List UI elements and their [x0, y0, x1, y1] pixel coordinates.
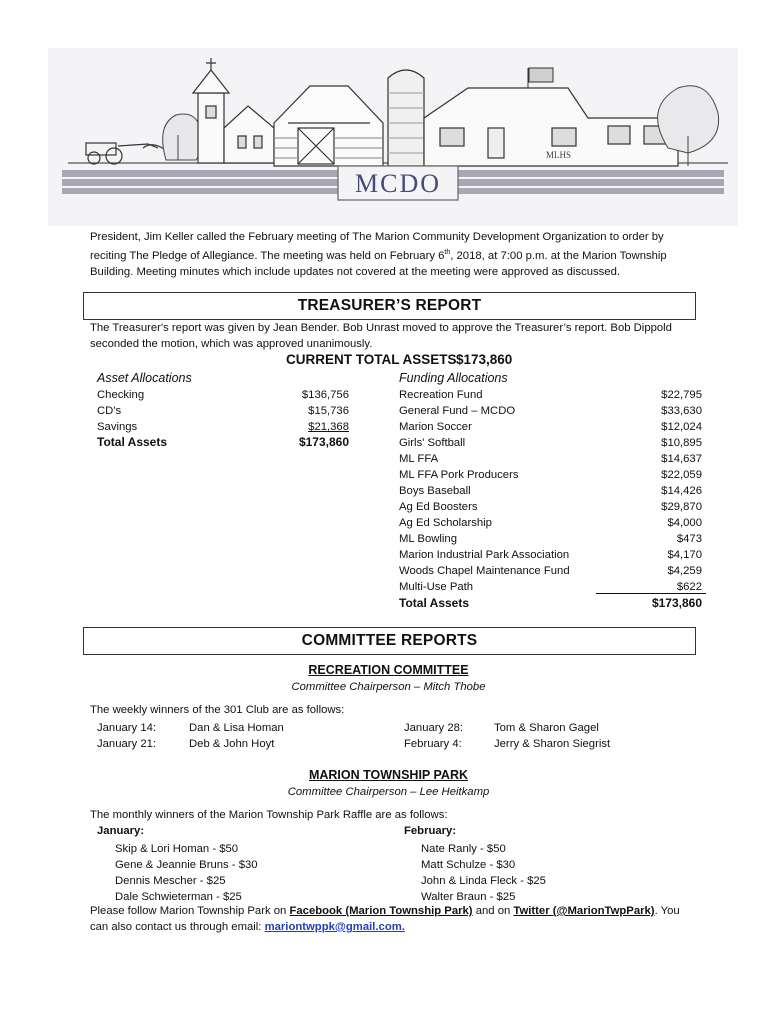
email-link[interactable]: mariontwppk@gmail.com. — [264, 921, 405, 933]
winner-row-value: Tom & Sharon Gagel — [494, 722, 599, 734]
asset-total-value: $173,860 — [298, 435, 349, 449]
recreation-committee-chair: Committee Chairperson – Mitch Thobe — [291, 681, 486, 693]
asset-row — [97, 403, 349, 419]
raffle-winner — [421, 857, 546, 873]
winner-row — [97, 736, 377, 752]
asset-total-label: Total Assets — [97, 435, 168, 449]
asset-allocations-heading: Asset Allocations — [97, 371, 192, 385]
facebook-link[interactable]: Facebook (Marion Township Park) — [289, 905, 473, 917]
asset-row-label: CD's — [97, 405, 122, 417]
raffle-winner-label: Dale Schwieterman - $25 — [115, 891, 242, 903]
raffle-winner — [115, 889, 258, 905]
asset-row-value: $136,756 — [301, 389, 349, 401]
raffle-winner-label: Walter Braun - $25 — [421, 891, 516, 903]
fund-row-value: $33,630 — [661, 405, 702, 417]
raffle-winner-label: Skip & Lori Homan - $50 — [115, 843, 239, 855]
fund-row-value: $12,024 — [661, 421, 702, 433]
park-follow-line2: can also contact us through email: mariontwppk@gmail.com. — [90, 921, 405, 933]
winner-row — [404, 736, 684, 752]
park-january-list — [115, 841, 258, 905]
current-total-assets-label: CURRENT TOTAL ASSETS — [286, 352, 457, 367]
asset-row-label: Savings — [97, 421, 138, 433]
fund-row-value: $622 — [676, 581, 702, 593]
asset-allocations-list — [97, 387, 349, 435]
fund-row — [399, 515, 702, 531]
asset-row — [97, 387, 349, 403]
recreation-committee-title: RECREATION COMMITTEE — [308, 663, 469, 677]
fund-row-value: $4,170 — [667, 549, 702, 561]
winner-row-label: January 21: — [97, 738, 157, 750]
intro-paragraph: President, Jim Keller called the February meeting of The Marion Community Development Organization to order by reciting The Pledge of Allegiance. The meeting was held on February 6th, 2018, at 7:00 p.m. at the Marion Township Building. Meeting minutes which include updates not covered at the meeting were approved as discussed. — [90, 231, 667, 278]
asset-row-label: Checking — [97, 389, 145, 401]
header-banner — [48, 48, 738, 226]
fund-row-label: General Fund – MCDO — [399, 405, 516, 417]
fund-row-value: $14,637 — [661, 453, 702, 465]
winner-row-value: Jerry & Sharon Siegrist — [494, 738, 611, 750]
recreation-winners-left — [97, 720, 377, 752]
fund-row-label: ML Bowling — [399, 533, 457, 545]
park-january-label: January: — [97, 825, 145, 837]
raffle-winner — [115, 857, 258, 873]
fund-row-value: $473 — [676, 533, 702, 545]
raffle-winner-label: John & Linda Fleck - $25 — [421, 875, 546, 887]
fund-row-label: Marion Soccer — [399, 421, 472, 433]
fund-row-value: $10,895 — [661, 437, 702, 449]
raffle-winner-label: Matt Schulze - $30 — [421, 859, 516, 871]
park-february-list — [421, 841, 546, 905]
park-chair: Committee Chairperson – Lee Heitkamp — [287, 786, 490, 798]
fund-row-label: Boys Baseball — [399, 485, 471, 497]
fund-row — [399, 435, 702, 451]
fund-row — [399, 483, 702, 499]
fund-row-value: $29,870 — [661, 501, 702, 513]
committee-reports-heading: COMMITTEE REPORTS — [83, 627, 696, 655]
fund-row-label: Marion Industrial Park Association — [399, 549, 570, 561]
fund-row — [399, 531, 702, 547]
recreation-winners-right — [404, 720, 684, 752]
fund-row-label: ML FFA Pork Producers — [399, 469, 519, 481]
winner-row-value: Dan & Lisa Homan — [189, 722, 284, 734]
raffle-winner — [421, 889, 546, 905]
fund-row-label: Woods Chapel Maintenance Fund — [399, 565, 570, 577]
raffle-winner — [421, 841, 546, 857]
fund-row — [399, 467, 702, 483]
fund-row-value: $14,426 — [661, 485, 702, 497]
funding-total-rule — [596, 593, 706, 594]
fund-row — [399, 387, 702, 403]
park-february-label: February: — [404, 825, 457, 837]
fund-row-label: Multi-Use Path — [399, 581, 474, 593]
raffle-winner — [421, 873, 546, 889]
asset-row-value: $21,368 — [308, 421, 349, 433]
fund-total-label: Total Assets — [399, 596, 470, 610]
winner-row — [404, 720, 684, 736]
current-total-assets-value: $173,860 — [456, 352, 513, 367]
fund-row — [399, 403, 702, 419]
silo-icon — [388, 70, 424, 166]
twitter-link[interactable]: Twitter (@MarionTwpPark) — [513, 905, 655, 917]
park-intro: The monthly winners of the Marion Township Park Raffle are as follows: — [90, 809, 448, 821]
asset-row — [97, 419, 349, 435]
winner-row-label: February 4: — [404, 738, 462, 750]
school-sign: MLHS — [546, 150, 572, 160]
fund-row-value: $4,259 — [667, 565, 702, 577]
fund-row-value: $22,059 — [661, 469, 702, 481]
fund-row-label: ML FFA — [399, 453, 439, 465]
winner-row-label: January 28: — [404, 722, 464, 734]
fund-total-value: $173,860 — [651, 596, 702, 610]
fund-row — [399, 563, 702, 579]
winner-row-label: January 14: — [97, 722, 157, 734]
winner-row — [97, 720, 377, 736]
asset-row-value: $15,736 — [308, 405, 349, 417]
mcdo-logo: MCDO — [354, 169, 442, 198]
funding-allocations-heading: Funding Allocations — [399, 371, 508, 385]
raffle-winner — [115, 841, 258, 857]
fund-row — [399, 419, 702, 435]
recreation-intro: The weekly winners of the 301 Club are as follows: — [90, 704, 345, 716]
fund-row-label: Ag Ed Scholarship — [399, 517, 492, 529]
fund-row-label: Recreation Fund — [399, 389, 483, 401]
park-follow-line1: Please follow Marion Township Park on Facebook (Marion Township Park) and on Twitter (@MarionTwpPark). You — [90, 905, 680, 917]
fund-row-label: Ag Ed Boosters — [399, 501, 478, 513]
raffle-winner — [115, 873, 258, 889]
fund-row — [399, 451, 702, 467]
treasurers-report-heading: TREASURER’S REPORT — [83, 292, 696, 320]
fund-row — [399, 547, 702, 563]
raffle-winner-label: Gene & Jeannie Bruns - $30 — [115, 859, 258, 871]
winner-row-value: Deb & John Hoyt — [189, 738, 275, 750]
fund-row — [399, 499, 702, 515]
raffle-winner-label: Nate Ranly - $50 — [421, 843, 506, 855]
treasurer-paragraph: The Treasurer's report was given by Jean Bender. Bob Unrast moved to approve the Treasurer’s report. Bob Dippold seconded the motion, which was approved unanimously. — [90, 322, 672, 350]
fund-row-label: Girls' Softball — [399, 437, 466, 449]
fund-row-value: $4,000 — [667, 517, 702, 529]
fund-row-value: $22,795 — [661, 389, 702, 401]
park-title: MARION TOWNSHIP PARK — [308, 768, 469, 782]
raffle-winner-label: Dennis Mescher - $25 — [115, 875, 226, 887]
funding-allocations-list — [399, 387, 702, 595]
